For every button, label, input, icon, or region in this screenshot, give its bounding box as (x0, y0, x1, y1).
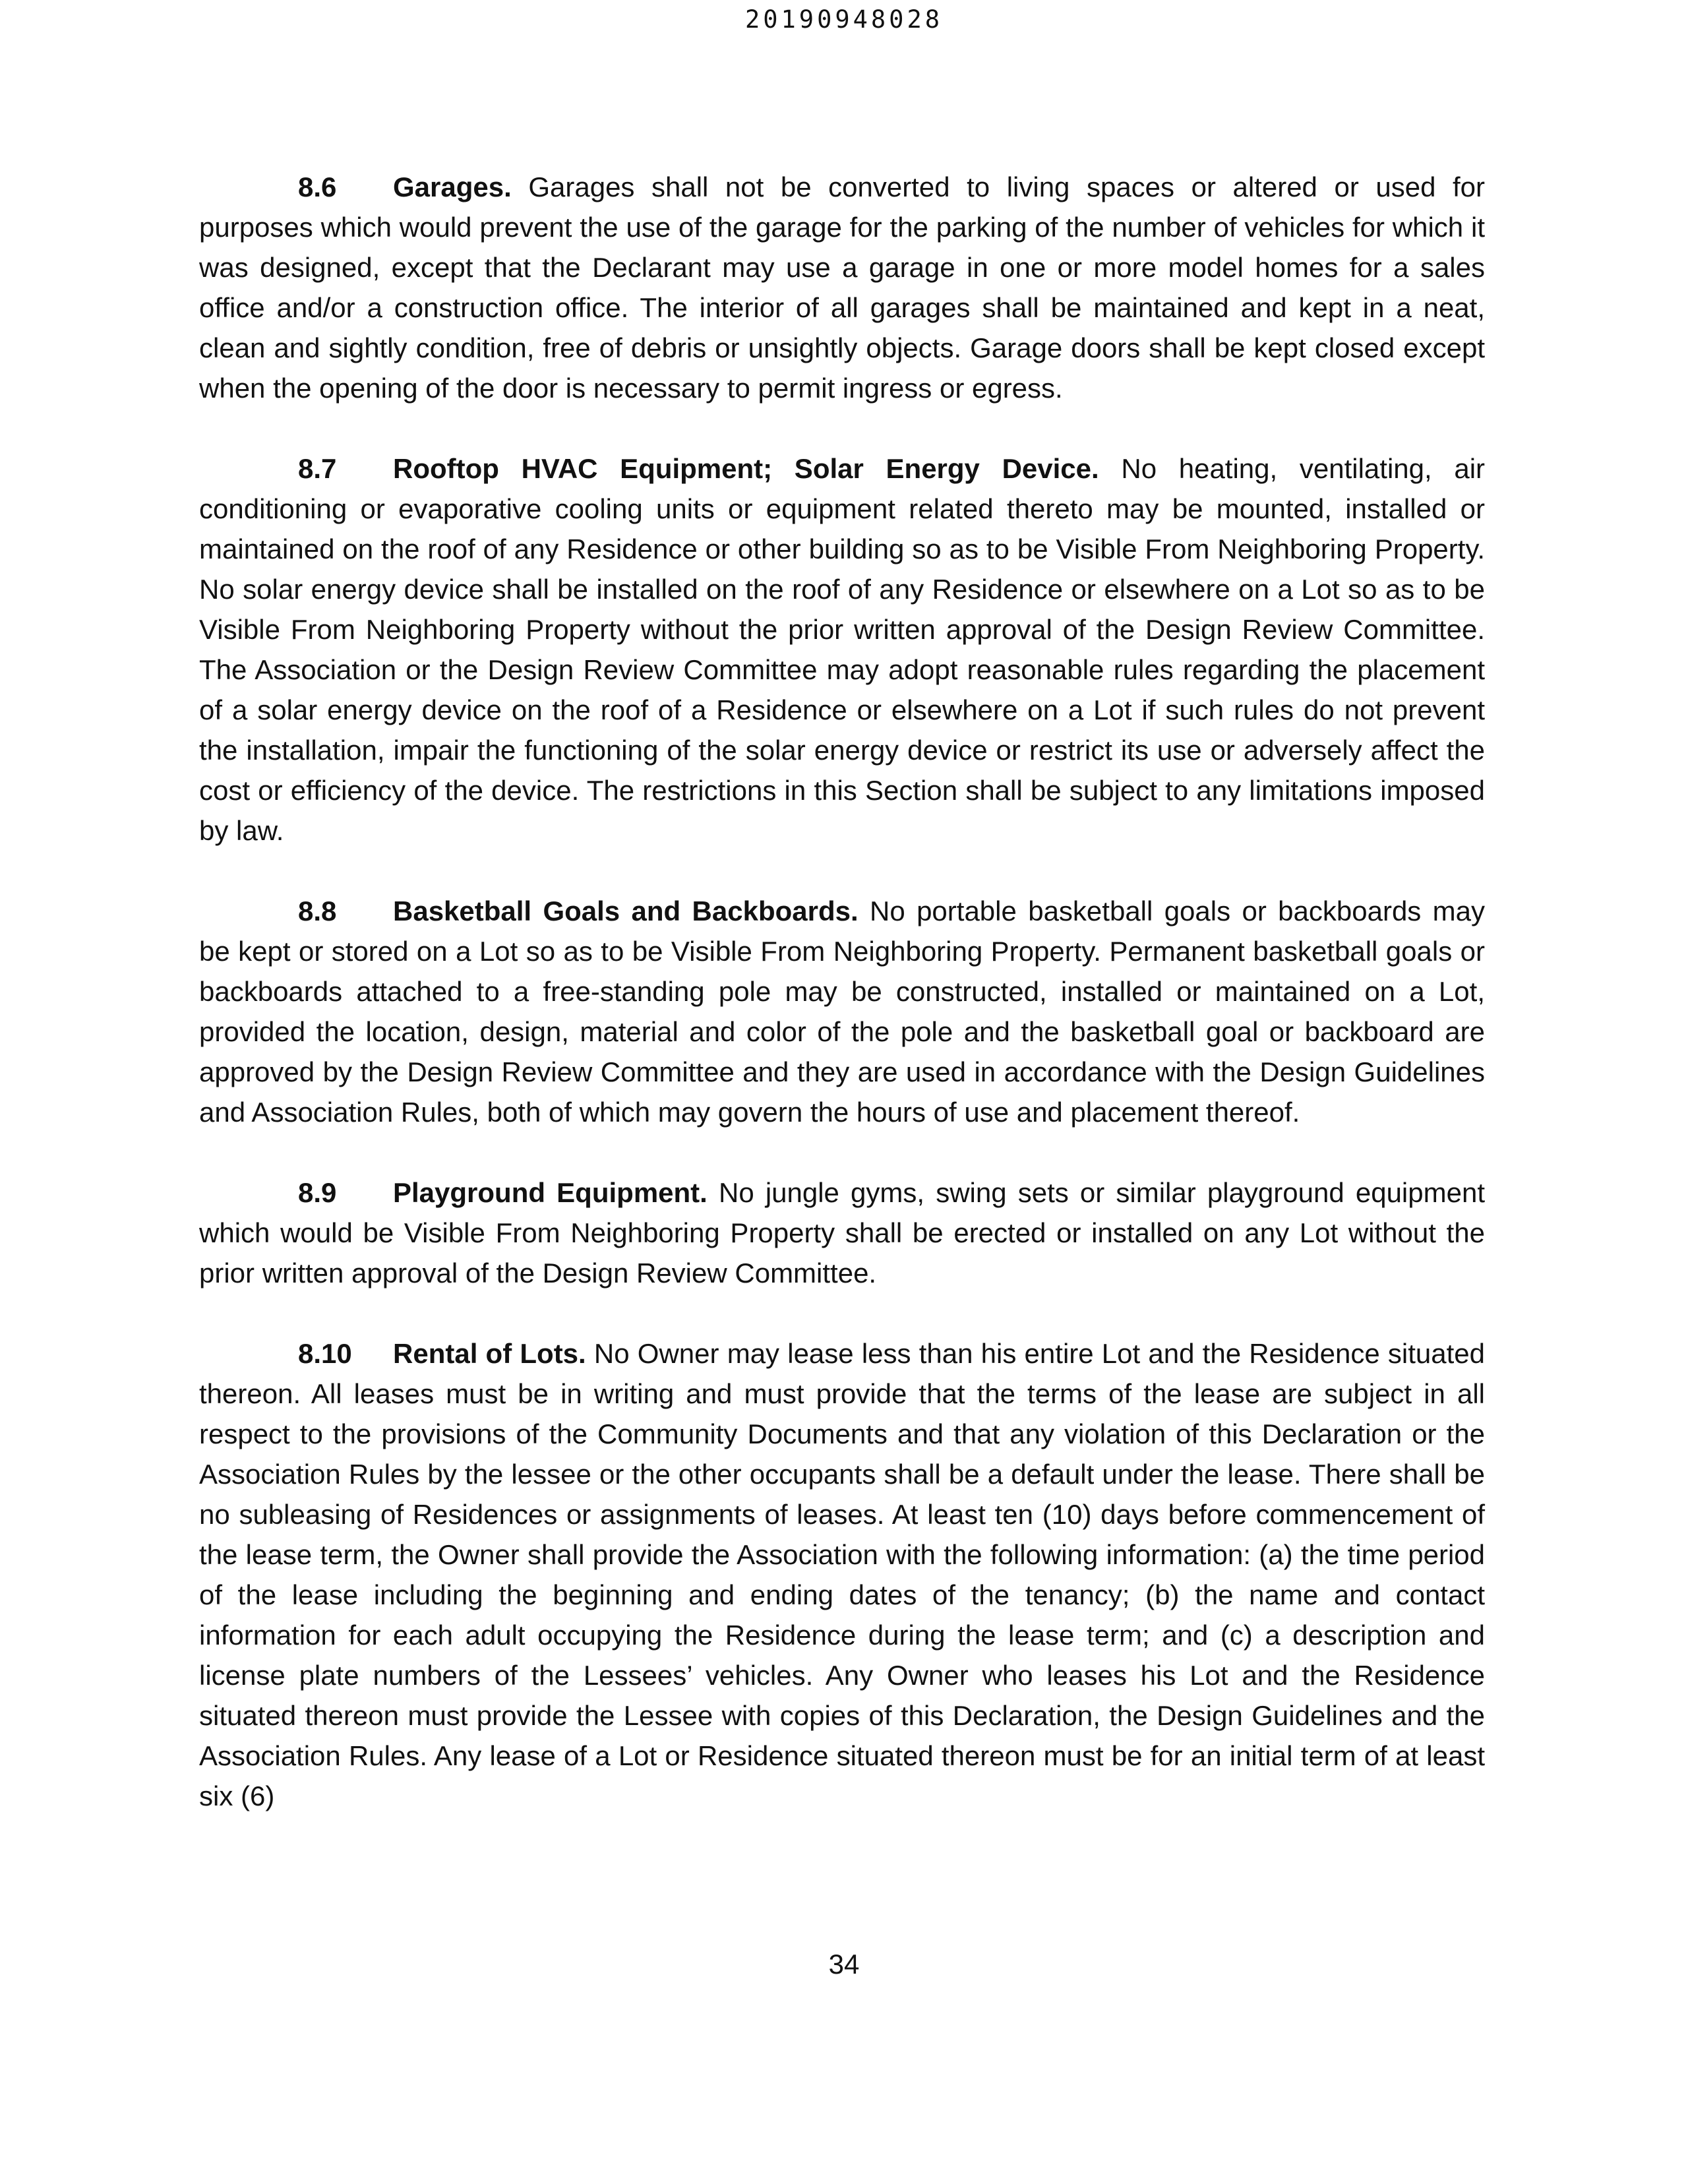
section-number: 8.7 (298, 453, 337, 484)
section-title: Rooftop HVAC Equipment; Solar Energy Device. (393, 453, 1099, 484)
section-number: 8.8 (298, 895, 337, 926)
section-text: No portable basketball goals or backboards may be kept or stored on a Lot so as to be Visible From Neighboring Property. Permanent basketball goals or backboards attached to a free-standing pole may be constructed, installed or maintained on a Lot, provided the location, design, material and color of the pole and the basketball goal or backboard are approved by the Design Review Committee and they are used in accordance with the Design Guidelines and Association Rules, both of which may govern the hours of use and placement thereof. (199, 895, 1486, 1128)
section-number: 8.10 (298, 1338, 352, 1369)
section-8-10 (199, 1333, 1485, 1816)
page-number: 34 (828, 1949, 860, 1980)
section-8-6 (199, 167, 1485, 408)
document-body (199, 167, 1485, 1856)
section-number: 8.9 (298, 1177, 337, 1208)
section-text: No Owner may lease less than his entire Lot and the Residence situated thereon. All leases must be in writing and must provide that the terms of the lease are subject in all respect to the provisions of the Community Documents and that any violation of this Declaration or the Association Rules by the lessee or the other occupants shall be a default under the lease. There shall be no subleasing of Residences or assignments of leases. At least ten (10) days before commencement of the lease term, the Owner shall provide the Association with the following information: (a) the time period of the lease including the beginning and ending dates of the tenancy; (b) the name and contact information for each adult occupying the Residence during the lease term; and (c) a description and license plate numbers of the Lessees’ vehicles. Any Owner who leases his Lot and the Residence situated thereon must provide the Lessee with copies of this Declaration, the Design Guidelines and the Association Rules. Any lease of a Lot or Residence situated thereon must be for an initial term of at least six (6) (199, 1338, 1485, 1811)
section-number: 8.6 (298, 171, 337, 202)
section-title: Rental of Lots. (393, 1338, 586, 1369)
section-text: No jungle gyms, swing sets or similar playground equipment which would be Visible From Neighboring Property shall be erected or installed on any Lot without the prior written approval of the Design Review Committee. (199, 1177, 1485, 1289)
section-title: Basketball Goals and Backboards. (393, 895, 859, 926)
section-8-8 (199, 891, 1485, 1132)
section-text: No heating, ventilating, air conditioning or evaporative cooling units or equipment related thereto may be mounted, installed or maintained on the roof of any Residence or other building so as to be Visible From Neighboring Property. No solar energy device shall be installed on the roof of any Residence or elsewhere on a Lot so as to be Visible From Neighboring Property without the prior written approval of the Design Review Committee. The Association or the Design Review Committee may adopt reasonable rules regarding the placement of a solar energy device on the roof of a Residence or elsewhere on a Lot if such rules do not prevent the installation, impair the functioning of the solar energy device or restrict its use or adversely affect the cost or efficiency of the device. The restrictions in this Section shall be subject to any limitations imposed by law. (199, 453, 1486, 846)
section-8-9 (199, 1172, 1485, 1293)
document-number: 20190948028 (744, 5, 944, 34)
section-title: Garages. (393, 171, 512, 202)
section-8-7 (199, 448, 1485, 851)
section-title: Playground Equipment. (393, 1177, 708, 1208)
section-text: Garages shall not be converted to living spaces or altered or used for purposes which would prevent the use of the garage for the parking of the number of vehicles for which it was designed, except that the Declarant may use a garage in one or more model homes for a sales office and/or a construction office. The interior of all garages shall be maintained and kept in a neat, clean and sightly condition, free of debris or unsightly objects. Garage doors shall be kept closed except when the opening of the door is necessary to permit ingress or egress. (199, 171, 1486, 404)
